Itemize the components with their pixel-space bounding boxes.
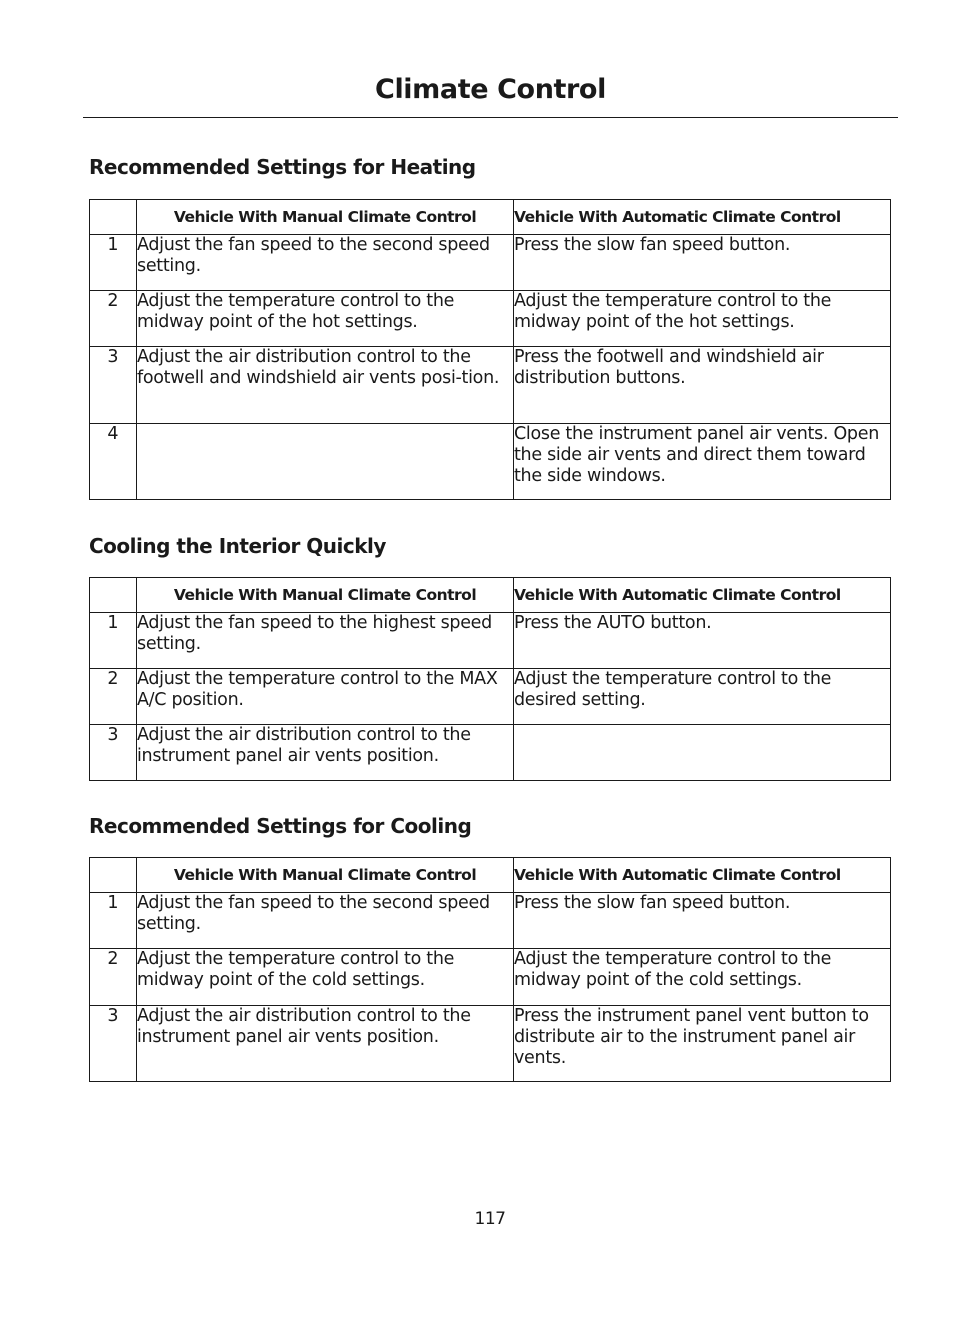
step-number: 2 [90, 669, 137, 725]
manual-step [137, 424, 514, 500]
cooling-quickly-heading: Cooling the Interior Quickly [89, 534, 386, 558]
step-number: 3 [90, 1006, 137, 1082]
auto-column-header: Vehicle With Automatic Climate Control [514, 200, 891, 235]
heating-heading: Recommended Settings for Heating [89, 155, 476, 179]
manual-step: Adjust the air distribution control to the instrument panel air vents position. [137, 725, 514, 781]
title-divider [83, 117, 898, 118]
manual-step: Adjust the fan speed to the highest speed setting. [137, 613, 514, 669]
table-row [90, 613, 891, 669]
step-number: 1 [90, 893, 137, 949]
auto-column-header: Vehicle With Automatic Climate Control [514, 578, 891, 613]
page-title: Climate Control [375, 74, 606, 105]
table-header-row [90, 858, 891, 893]
step-column-header [90, 200, 137, 235]
manual-column-header: Vehicle With Manual Climate Control [137, 578, 514, 613]
table-header-row [90, 578, 891, 613]
auto-step: Close the instrument panel air vents. Open the side air vents and direct them toward the side windows. [514, 424, 891, 500]
cooling-quickly-table [89, 577, 891, 781]
table-row [90, 424, 891, 500]
auto-step: Press the slow fan speed button. [514, 893, 891, 949]
step-number: 3 [90, 347, 137, 424]
auto-step: Adjust the temperature control to the midway point of the cold settings. [514, 949, 891, 1006]
manual-step: Adjust the fan speed to the second speed setting. [137, 235, 514, 291]
table-row [90, 669, 891, 725]
auto-step: Adjust the temperature control to the desired setting. [514, 669, 891, 725]
step-number: 1 [90, 613, 137, 669]
manual-step: Adjust the air distribution control to the instrument panel air vents position. [137, 1006, 514, 1082]
auto-step: Press the footwell and windshield air distribution buttons. [514, 347, 891, 424]
table-row [90, 893, 891, 949]
auto-step: Adjust the temperature control to the midway point of the hot settings. [514, 291, 891, 347]
heating-table [89, 199, 891, 500]
step-column-header [90, 858, 137, 893]
step-number: 4 [90, 424, 137, 500]
step-number: 1 [90, 235, 137, 291]
manual-step: Adjust the fan speed to the second speed setting. [137, 893, 514, 949]
table-row [90, 1006, 891, 1082]
auto-step: Press the instrument panel vent button to distribute air to the instrument panel air vents. [514, 1006, 891, 1082]
manual-step: Adjust the temperature control to the midway point of the hot settings. [137, 291, 514, 347]
step-column-header [90, 578, 137, 613]
cooling-table [89, 857, 891, 1082]
table-row [90, 291, 891, 347]
manual-step: Adjust the temperature control to the midway point of the cold settings. [137, 949, 514, 1006]
table-row [90, 347, 891, 424]
cooling-heading: Recommended Settings for Cooling [89, 814, 472, 838]
table-row [90, 725, 891, 781]
step-number: 2 [90, 949, 137, 1006]
table-header-row [90, 200, 891, 235]
manual-step: Adjust the air distribution control to the footwell and windshield air vents posi-tion. [137, 347, 514, 424]
auto-step: Press the AUTO button. [514, 613, 891, 669]
manual-column-header: Vehicle With Manual Climate Control [137, 858, 514, 893]
step-number: 3 [90, 725, 137, 781]
manual-step: Adjust the temperature control to the MAX A/C position. [137, 669, 514, 725]
table-row [90, 949, 891, 1006]
auto-step: Press the slow fan speed button. [514, 235, 891, 291]
auto-column-header: Vehicle With Automatic Climate Control [514, 858, 891, 893]
auto-step [514, 725, 891, 781]
step-number: 2 [90, 291, 137, 347]
manual-column-header: Vehicle With Manual Climate Control [137, 200, 514, 235]
page-number: 117 [474, 1209, 506, 1229]
table-row [90, 235, 891, 291]
